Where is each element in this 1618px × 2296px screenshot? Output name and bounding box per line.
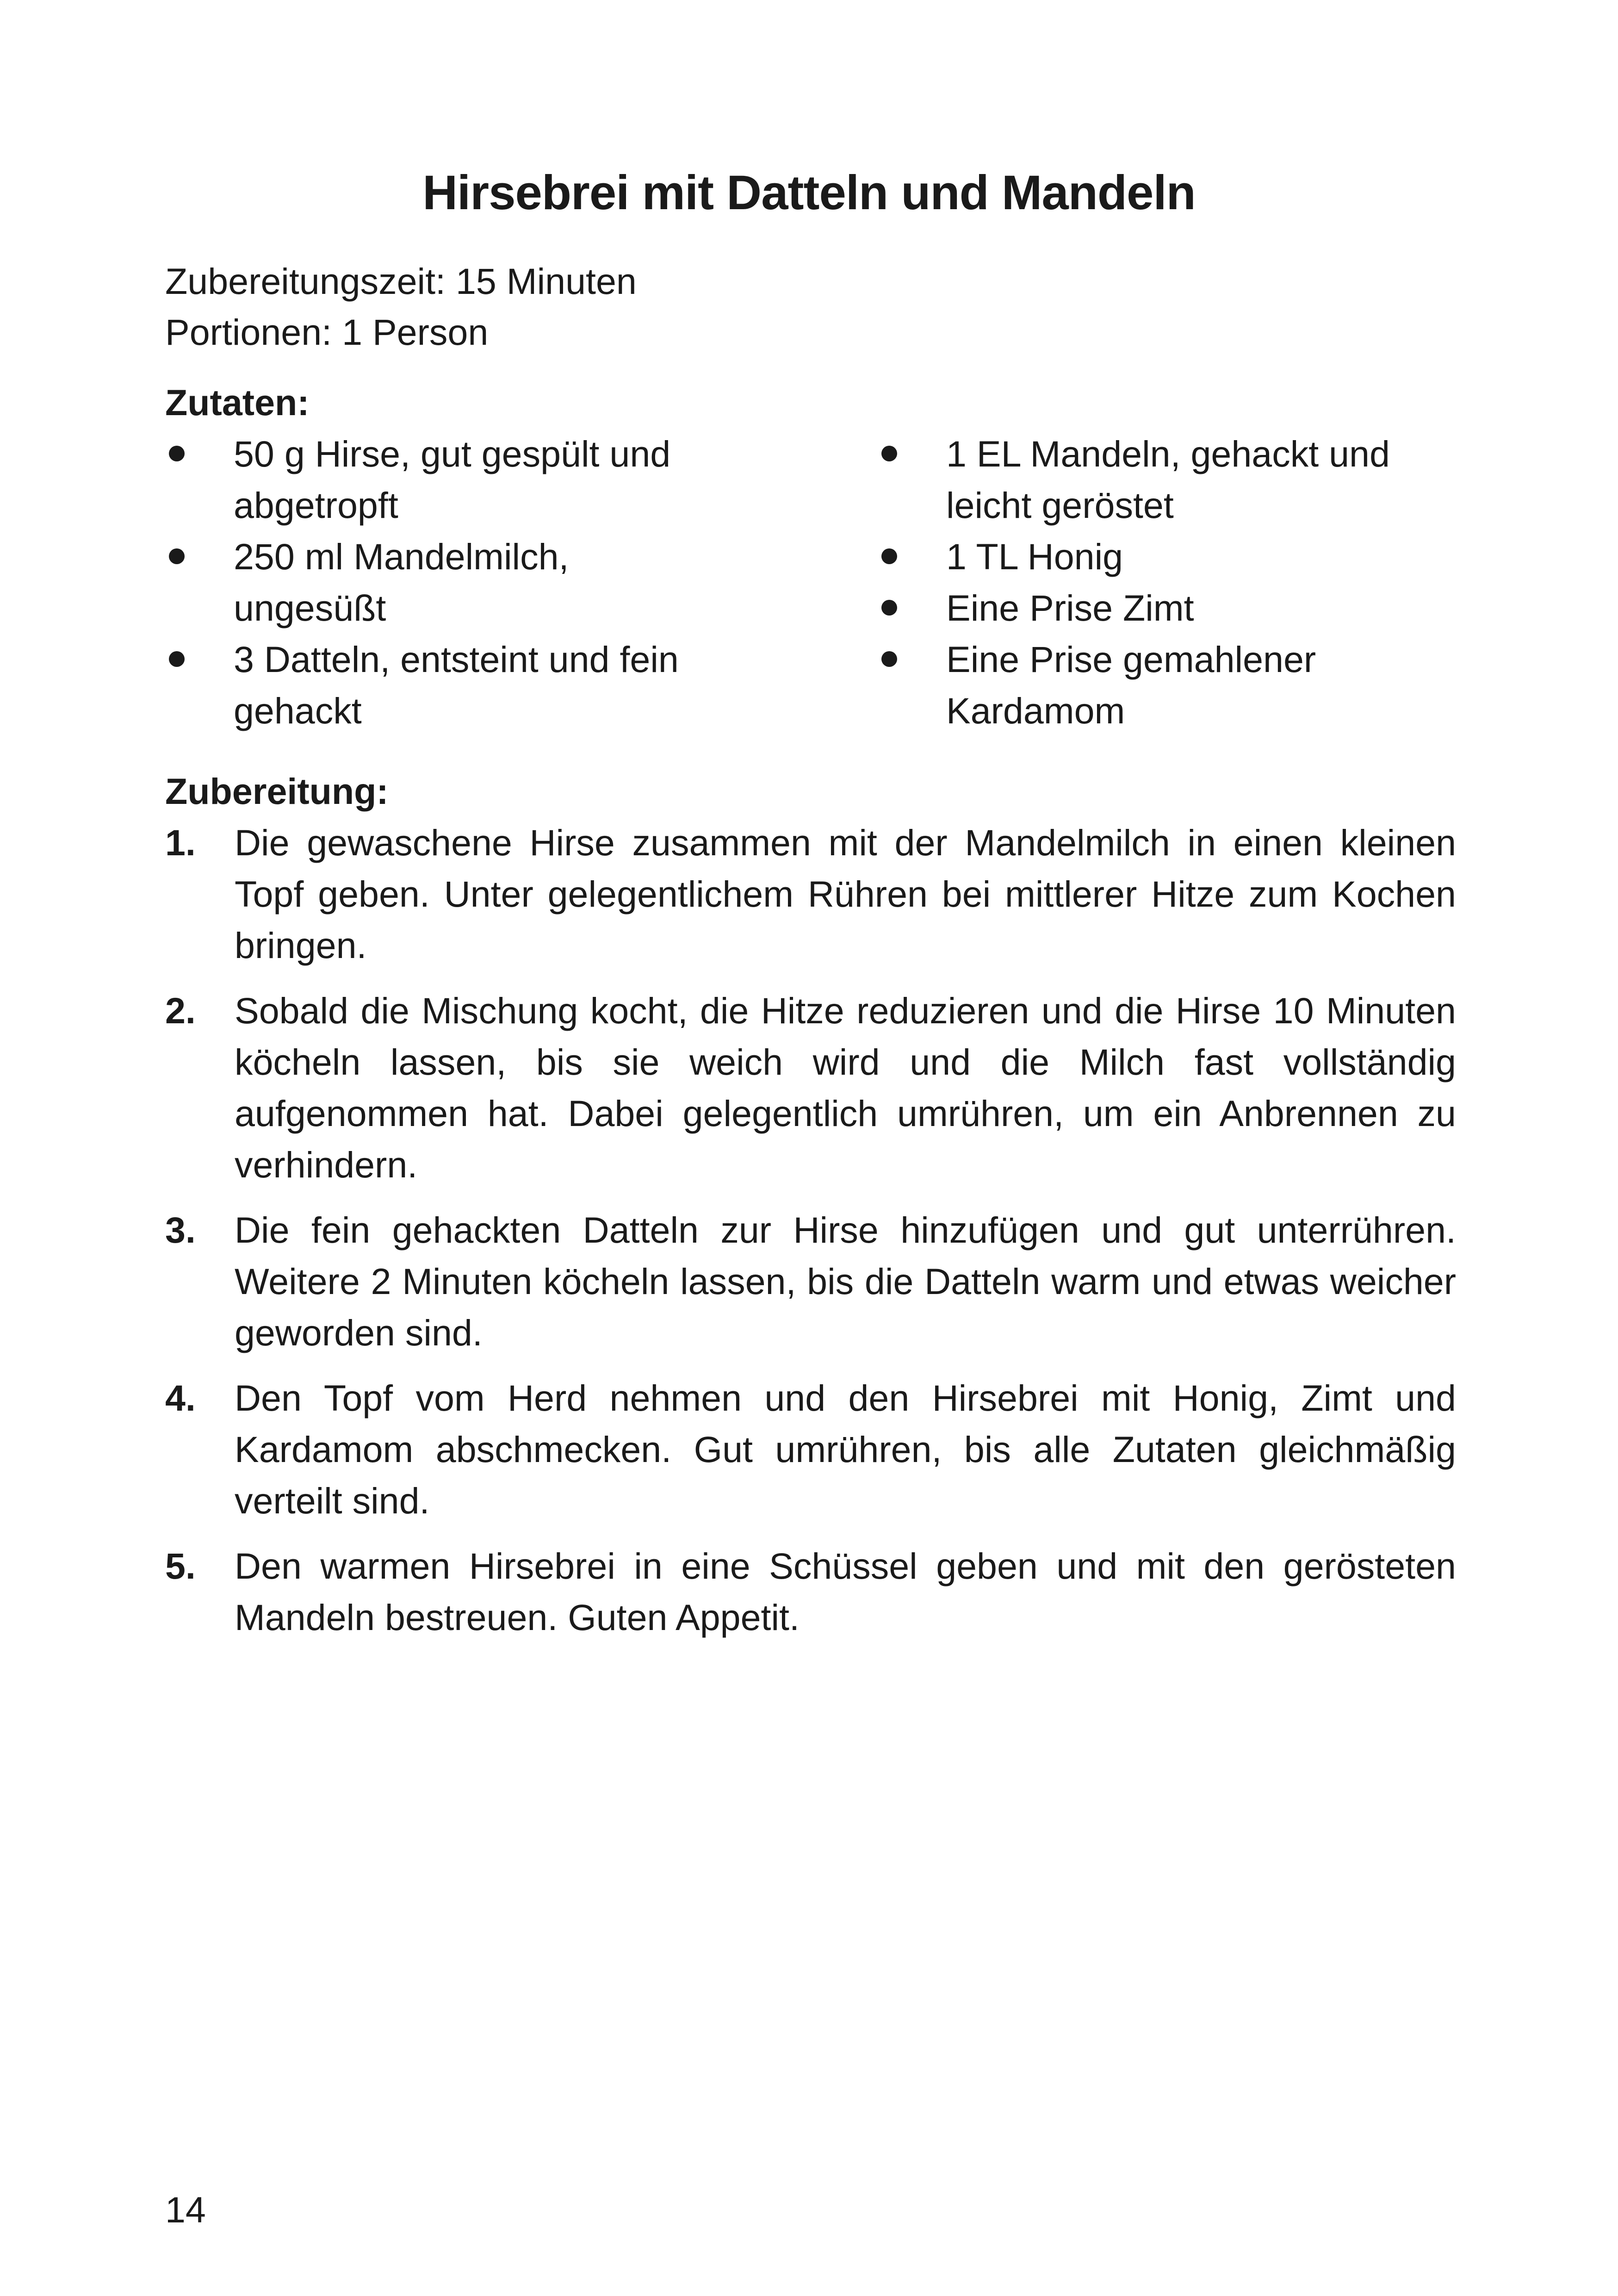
steps-list (165, 817, 1456, 1657)
bullet-icon (881, 548, 897, 564)
ingredient-item (878, 634, 1461, 736)
page-number: 14 (165, 2189, 206, 2230)
step-text: Den warmen Hirsebrei in eine Schüssel geben und mit den gerösteten Mandeln bestreuen. Guten Appetit. (235, 1545, 1456, 1638)
ingredients-heading: Zutaten: (165, 382, 310, 423)
ingredient-text: 3 Datteln, entsteint und fein gehackt (234, 639, 679, 731)
ingredient-item (878, 582, 1461, 634)
ingredients-column-right (878, 428, 1461, 736)
ingredient-text: 1 TL Honig (946, 536, 1123, 577)
step-item (165, 817, 1456, 971)
ingredient-text: 50 g Hirse, gut gespült und abgetropft (234, 433, 671, 526)
bullet-icon (169, 548, 185, 564)
ingredient-item (165, 531, 720, 634)
ingredient-text: Eine Prise gemahlener Kardamom (946, 639, 1316, 731)
step-item (165, 985, 1456, 1190)
ingredient-text: 250 ml Mandelmilch, ungesüßt (234, 536, 569, 628)
step-item (165, 1204, 1456, 1358)
steps-heading: Zubereitung: (165, 771, 389, 812)
bullet-icon (169, 651, 185, 667)
ingredient-text: 1 EL Mandeln, gehackt und leicht geröstet (946, 433, 1390, 526)
step-number: 5. (165, 1545, 196, 1587)
ingredient-item (165, 428, 720, 531)
step-number: 2. (165, 990, 196, 1031)
bullet-icon (881, 651, 897, 667)
step-number: 1. (165, 822, 196, 863)
ingredients-column-left (165, 428, 720, 736)
ingredient-item (878, 531, 1461, 582)
ingredient-item (878, 428, 1461, 531)
ingredient-item (165, 634, 720, 736)
bullet-icon (881, 600, 897, 616)
step-item (165, 1372, 1456, 1526)
ingredient-text: Eine Prise Zimt (946, 587, 1194, 628)
bullet-icon (881, 446, 897, 461)
step-number: 4. (165, 1377, 196, 1419)
step-text: Die gewaschene Hirse zusammen mit der Mandelmilch in einen kleinen Topf geben. Unter gelegentlichem Rühren bei mittlerer Hitze zum Kochen bringen. (235, 822, 1456, 966)
step-number: 3. (165, 1209, 196, 1251)
recipe-title: Hirsebrei mit Datteln und Mandeln (422, 166, 1196, 220)
step-text: Den Topf vom Herd nehmen und den Hirsebrei mit Honig, Zimt und Kardamom abschmecken. Gut umrühren, bis alle Zutaten gleichmäßig verteilt sind. (235, 1377, 1456, 1521)
bullet-icon (169, 446, 185, 461)
step-item (165, 1540, 1456, 1643)
servings: Portionen: 1 Person (165, 311, 489, 353)
prep-time: Zubereitungszeit: 15 Minuten (165, 261, 637, 302)
step-text: Die fein gehackten Datteln zur Hirse hinzufügen und gut unterrühren. Weitere 2 Minuten köcheln lassen, bis die Datteln warm und etwas weicher geworden sind. (235, 1209, 1456, 1353)
step-text: Sobald die Mischung kocht, die Hitze reduzieren und die Hirse 10 Minuten köcheln lassen, bis sie weich wird und die Milch fast vollständig aufgenommen hat. Dabei gelegentlich umrühren, um ein Anbrennen zu verhindern. (235, 990, 1456, 1185)
